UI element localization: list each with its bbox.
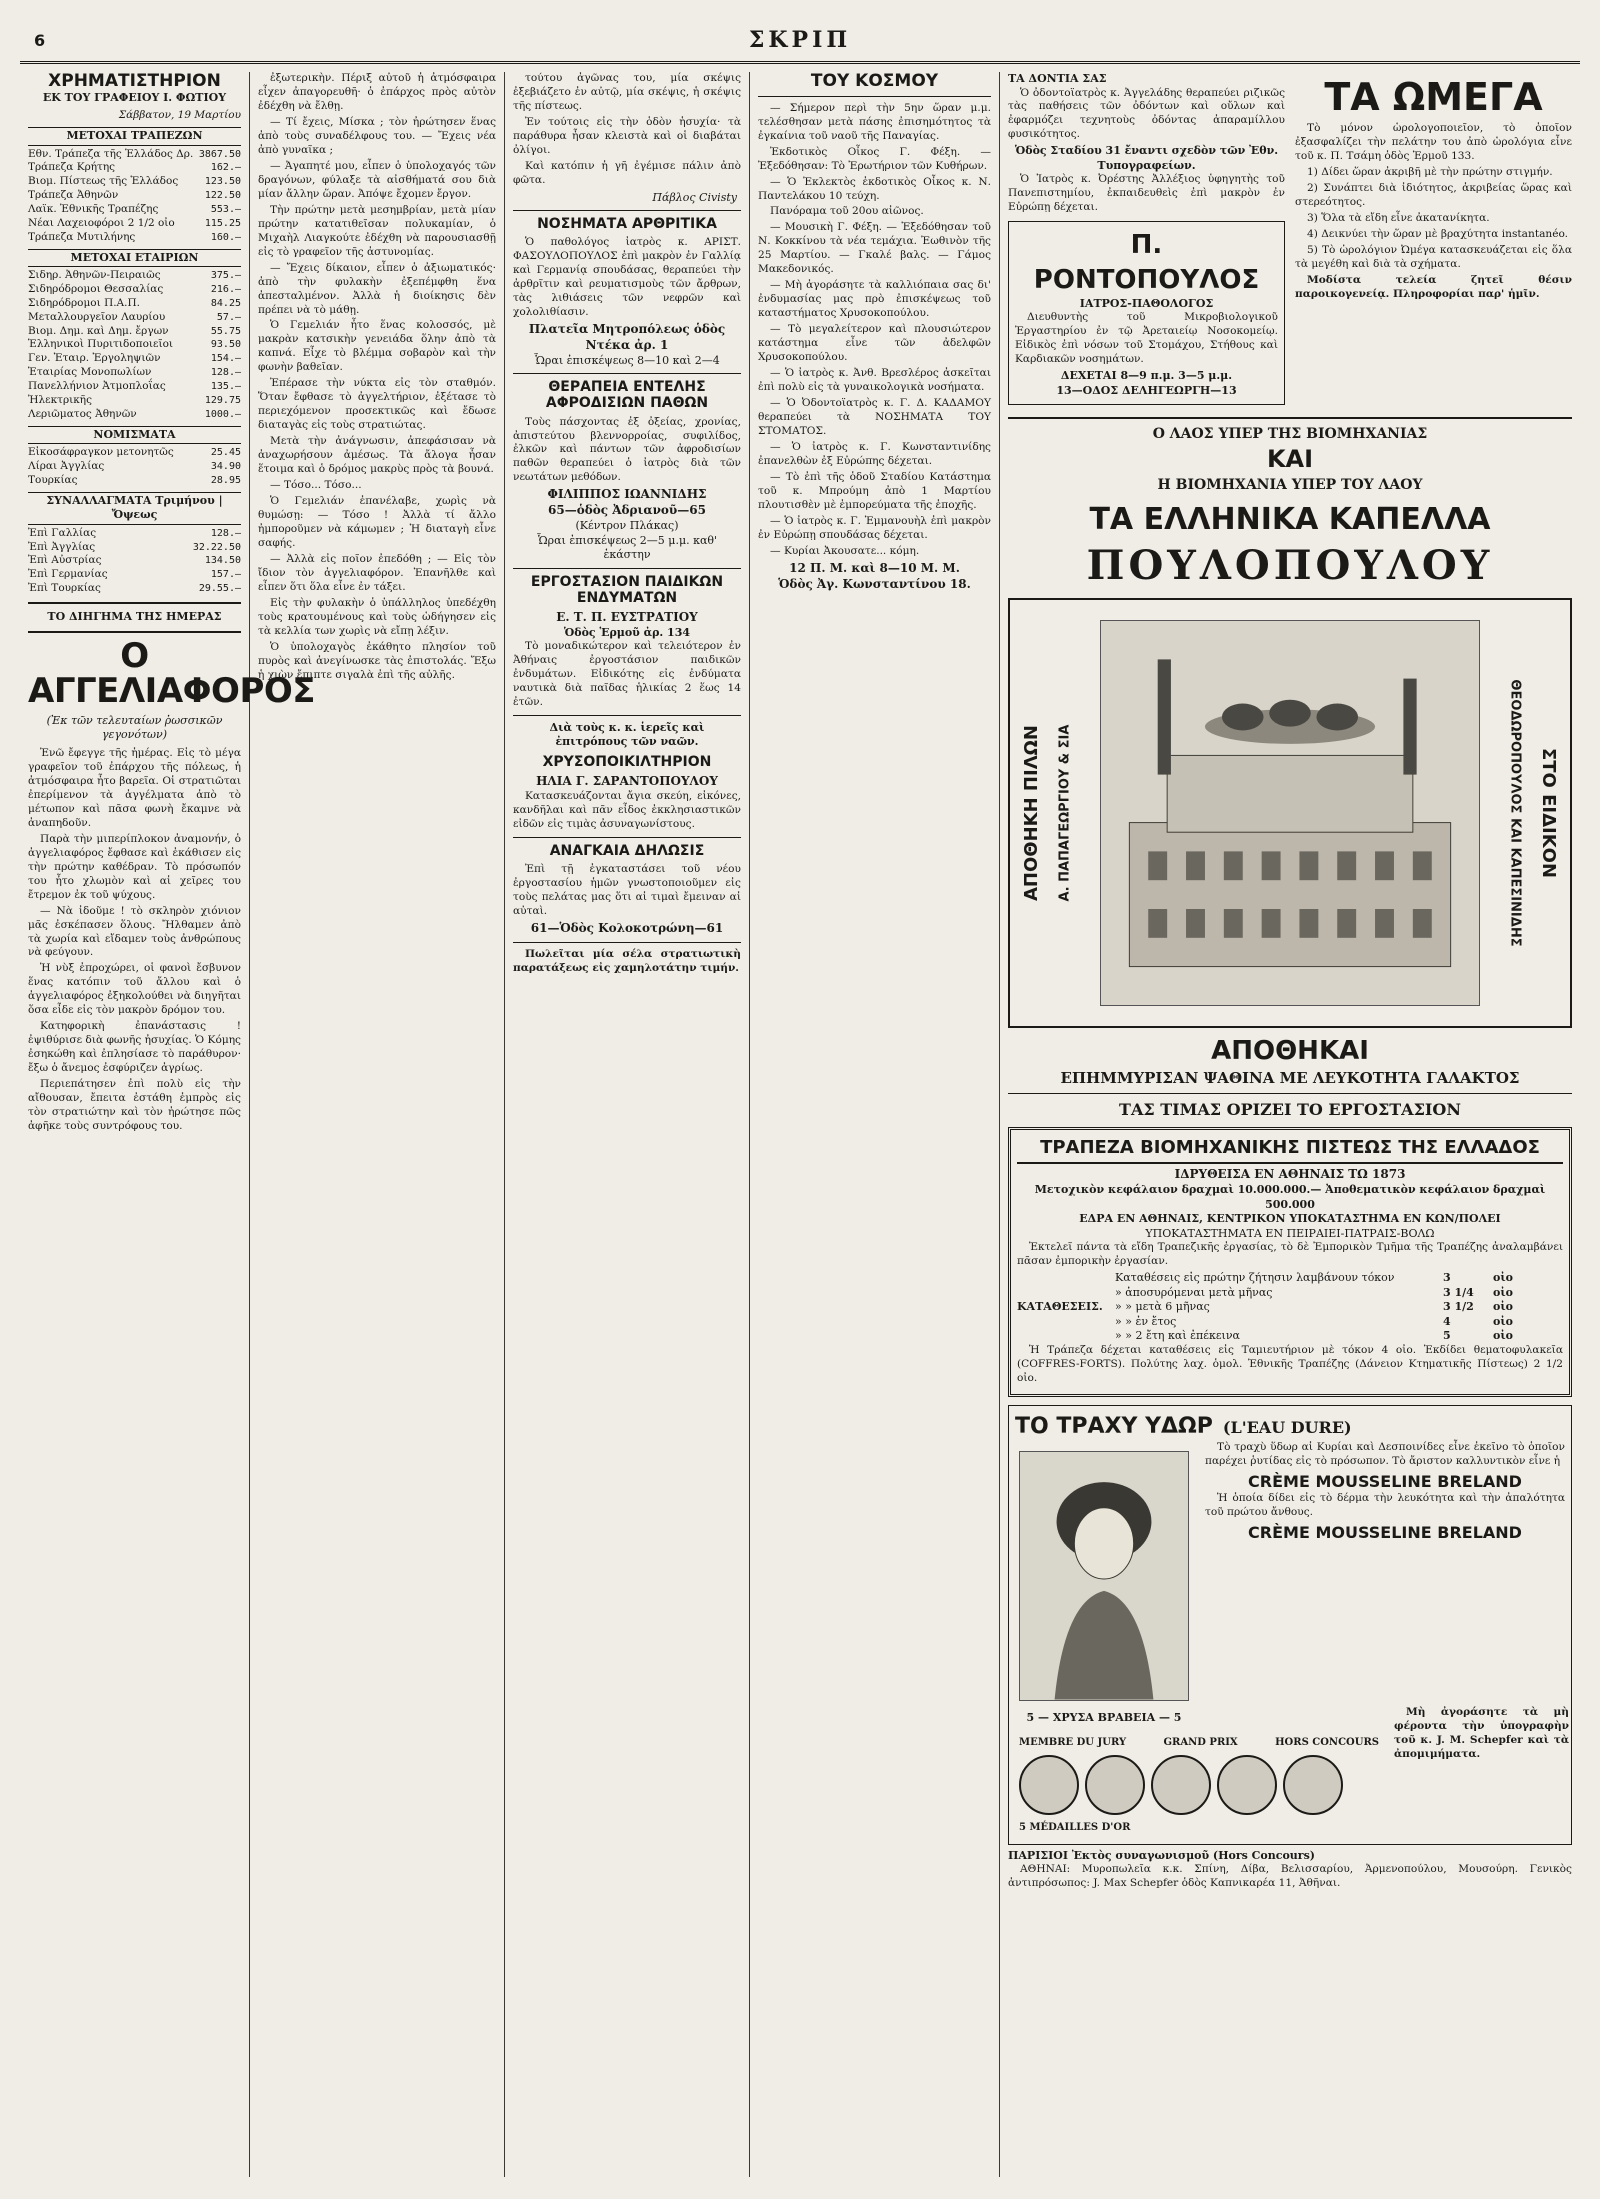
deposits-table — [1115, 1271, 1563, 1344]
people-line: Ο ΛΑΟΣ ΥΠΕΡ ΤΗΣ ΒΙΟΜΗΧΑΝΙΑΣ — [1152, 426, 1428, 443]
column-4 — [750, 72, 1000, 2177]
price-row — [28, 568, 241, 582]
surgeon-body: Ὁ Ἰατρὸς κ. Ὀρέστης Ἀλλέξιος ὑφηγητὴς τοῦ Πανεπιστημίου, ἐκπαιδευθεὶς ἐπὶ μακρὸν ἐν Εὐρώπῃ δέχεται. — [1008, 173, 1285, 214]
price-name: Λεριῶματος Ἀθηνῶν — [28, 407, 137, 420]
price-row — [28, 297, 241, 311]
arthritis-ad-hours: Ὧραι ἐπισκέψεως 8—10 καὶ 2—4 — [534, 353, 720, 367]
omega-body: Τὸ μόνον ὡρολογοποιεῖον, τὸ ὁποῖον ἐξασφαλίζει τὴν πελάτην του ἀπὸ ὡρολόγια εἶνε τοῦ κ. Π. Τσάμη ὁδὸς Ἑρμοῦ 133. — [1295, 122, 1572, 163]
bank-heading: ΤΡΑΠΕΖΑ ΒΙΟΜΗΧΑΝΙΚΗΣ ΠΙΣΤΕΩΣ ΤΗΣ ΕΛΛΑΔΟΣ — [1017, 1136, 1563, 1165]
bank-shares-table — [28, 148, 241, 245]
price-value: 129.75 — [204, 394, 241, 406]
society-item: — Σήμερον περὶ τὴν 5ην ὥραν μ.μ. τελέσθησαν μετὰ πάσης ἐπισημότητος τὰ ἐγκαίνια τοῦ ναοῦ τῆς Παναγίας. — [758, 101, 991, 142]
left-vertical-title: ΑΠΟΘΗΚΗ ΠΙΛΩΝ — [1021, 725, 1043, 902]
price-name: Εἰκοσάφραγκον μετονητῶς — [28, 446, 174, 459]
price-row — [28, 541, 241, 555]
price-value: 3867.50 — [198, 148, 241, 160]
notice-heading: ΑΝΑΓΚΑΙΑ ΔΗΛΩΣΙΣ — [549, 842, 705, 859]
currency-table — [28, 446, 241, 488]
price-name: Ἐπὶ Αὐστρίας — [28, 554, 102, 567]
arthritis-ad-address: Πλατεῖα Μητροπόλεως ὁδὸς Ντέκα ἀρ. 1 — [528, 322, 726, 352]
price-value: 32.22.50 — [192, 541, 241, 553]
price-row — [28, 474, 241, 488]
price-value: 29.55.— — [198, 583, 241, 595]
story-paragraph: Περιεπάτησεν ἐπὶ πολὺ εἰς τὴν αἴθουσαν, ἔπειτα ἐστάθη ἐμπρὸς εἰς τὸν στρατιώτην καὶ τὸν ἠρώτησε πῶς ἀφῆκε τοὺς συντρόφους του. — [28, 1078, 241, 1133]
story-paragraph: — Τί ἔχεις, Μίσκα ; τὸν ἠρώτησεν ἕνας ἀπὸ τοὺς συναδέλφους του. — Ἔχεις νέα ἀπὸ γυναῖκα ; — [258, 115, 496, 156]
childrens-clothing-body: Τὸ μοναδικώτερον καὶ τελειότερον ἐν Ἀθήναις ἐργοστάσιον παιδικῶν ἐνδυμάτων. Εἰδικότης εἰς ἐνδύματα ναυτικὰ διὰ παῖδας ἡλικίας 2 ἕως 14 ἐτῶν. — [513, 640, 741, 708]
price-value: 128.— — [210, 527, 241, 539]
gold-medals: 5 — ΧΡΥΣΑ ΒΡΑΒΕΙΑ — 5 — [1026, 1710, 1182, 1724]
price-value: 25.45 — [210, 447, 241, 459]
deposit-unit: οἰο — [1493, 1271, 1513, 1285]
story-paragraph: Ὁ Γεμελιάν ἦτο ἕνας κολοσσός, μὲ μακρὰν κατσικὴν γενειάδα ὅλην ἀπὸ τὰ καπνά. Εἶχε τὸ βλέμμα σοβαρὸν καὶ τὴν φωνὴν βαθεῖαν. — [258, 319, 496, 374]
story-ending — [513, 72, 741, 188]
deposit-desc: » » 2 ἔτη καὶ ἐπέκεινα — [1115, 1329, 1240, 1343]
price-value: 123.50 — [204, 176, 241, 188]
factory-icon — [1101, 621, 1479, 1005]
story-paragraph: — Τόσο... Τόσο... — [270, 479, 362, 492]
story-paragraph: τούτου ἀγῶνας του, μία σκέψις ἐξεβιάζετο ἐν αὐτῷ, μία σκέψις, ἡ σκέψις τῆς πίστεως. — [513, 72, 741, 112]
price-row — [28, 352, 241, 366]
masthead — [20, 20, 1580, 64]
price-value: 128.— — [210, 367, 241, 379]
price-row — [28, 460, 241, 474]
price-row — [28, 394, 241, 408]
society-item: — Κυρίαι Ἀκουσατε... κόμη. — [770, 544, 920, 557]
price-value: 157.— — [210, 569, 241, 581]
deposits-label: ΚΑΤΑΘΕΣΕΙΣ. — [1017, 1300, 1103, 1314]
price-name: Τουρκίας — [28, 473, 78, 486]
athens-line: ΑΘΗΝΑΙ: Μυροπωλεῖα κ.κ. Σπίνη, Δίβα, Βελισσαρίου, Ἀρμενοπούλου, Μουσούρη. Γενικὸς ἀντιπρόσωπος: J. Max Schepfer ὁδὸς Καπνικαρέα 11, Ἀθῆναι. — [1008, 1863, 1572, 1890]
deposit-row — [1115, 1300, 1563, 1315]
price-value: 55.75 — [210, 325, 241, 337]
prices-line: ΤΑΣ ΤΙΜΑΣ ΟΡΙΖΕΙ ΤΟ ΕΡΓΟΣΤΑΣΙΟΝ — [1119, 1100, 1461, 1120]
medal-icon — [1085, 1755, 1145, 1815]
price-value: 28.95 — [210, 474, 241, 486]
price-name: Τράπεζα Μυτιλήνης — [28, 230, 136, 243]
medal-icon — [1217, 1755, 1277, 1815]
dentist-address: Ὁδὸς Σταδίου 31 ἔναντι σχεδὸν τῶν Ἐθν. Τυπογραφείων. — [1014, 144, 1279, 172]
price-name: Σιδηρόδρομοι Θεσσαλίας — [28, 282, 164, 295]
currency-heading: ΝΟΜΙΣΜΑΤΑ — [28, 426, 241, 445]
exchange-rates-table — [28, 527, 241, 596]
page-number: 6 — [34, 30, 46, 50]
price-name: Νέαι Λαχειοφόροι 2 1/2 οἰο — [28, 216, 175, 229]
price-value: 375.— — [210, 270, 241, 282]
price-row — [28, 366, 241, 380]
deposit-row — [1115, 1329, 1563, 1344]
warehouses-heading: ΑΠΟΘΗΚΑΙ — [1211, 1036, 1369, 1067]
column-3 — [505, 72, 750, 2177]
story-paragraph: Ὁ ὑπολοχαγὸς ἐκάθητο πλησίον τοῦ πυρὸς καὶ ἀνεγίνωσκε τὰς ἐπιστολάς. Ἔξω ἡ χιὼν ἔπιπτε σιγαλὰ ἐπὶ τῆς αὐλῆς. — [258, 640, 496, 681]
price-value: 1000.— — [204, 408, 241, 420]
closing-address: Ὁδὸς Ἀγ. Κωνσταντίνου 18. — [778, 576, 971, 591]
deposit-rate: 3 — [1443, 1271, 1451, 1285]
story-subtitle: (Ἐκ τῶν τελευταίων ῥωσσικῶν γεγονότων) — [46, 713, 223, 742]
price-value: 115.25 — [204, 217, 241, 229]
exchange-title: ΧΡΗΜΑΤΙΣΤΗΡΙΟΝ — [48, 71, 221, 91]
society-item: — Ὁ ἰατρὸς κ. Ἀνθ. Βρεσλέρος ἀσκεῖται ἐπὶ πολὺ εἰς τὰ γυναικολογικὰ νοσήματα. — [758, 367, 991, 394]
aphrodisia-ad-body: Τοὺς πάσχοντας ἐξ ὀξείας, χρονίας, ἀπιστεύτου βλεννορροίας, συφιλίδος, ἐλκῶν καὶ πάντων τῶν ἀφροδισίων παθῶν θεραπεύει ὁ ἰατρὸς διὰ τῶν νεωτάτων μεθόδων. — [513, 415, 741, 484]
grand-prix: GRAND PRIX — [1163, 1736, 1238, 1748]
story-signature: Πάβλος Civisty — [652, 190, 737, 204]
bank-shares-heading: ΜΕΤΟΧΑΙ ΤΡΑΠΕΖΩΝ — [28, 127, 241, 146]
deposit-desc: » » μετὰ 6 μῆνας — [1115, 1300, 1210, 1314]
creme-name-2: CRÈME MOUSSELINE BRELAND — [1248, 1522, 1522, 1542]
deposit-row — [1115, 1315, 1563, 1330]
hats-line: ΤΑ ΕΛΛΗΝΙΚΑ ΚΑΠΕΛΛΑ — [1089, 501, 1491, 537]
price-row — [28, 554, 241, 568]
warehouses-sub: ΕΠΗΜΜΥΡΙΣΑΝ ΨΑΘΙΝΑ ΜΕ ΛΕΥΚΟΤΗΤΑ ΓΑΛΑΚΤΟΣ — [1060, 1068, 1520, 1087]
price-name: Λαϊκ. Ἐθνικῆς Τραπέζης — [28, 203, 159, 216]
price-row — [28, 175, 241, 189]
right-vertical-sub: ΘΕΟΔΩΡΟΠΟΥΛΟΣ ΚΑΙ ΚΑΠΕΣΙΝΙΔΗΣ — [1507, 679, 1523, 947]
society-item: — Τὸ μεγαλείτερον καὶ πλουσιώτερον κατάστημα εἶνε τῶν ἀδελφῶν Χρυσοκοπούλου. — [758, 323, 991, 364]
exchange-rates-heading: ΣΥΝΑΛΛΑΓΜΑΤΑ Τριμήνου | Ὄψεως — [28, 492, 241, 525]
aphrodisia-ad-heading: ΘΕΡΑΠΕΙΑ ΕΝΤΕΛΗΣ ΑΦΡΟΔΙΣΙΩΝ ΠΑΘΩΝ — [545, 379, 709, 412]
saddle-ad: Πωλεῖται μία σέλα στρατιωτικὴ παρατάξεως εἰς χαμηλοτάτην τιμήν. — [513, 947, 741, 974]
medal-icon — [1283, 1755, 1343, 1815]
omega-point: 4) Δεικνύει τὴν ὥραν μὲ βραχύτητα instantanéo. — [1307, 227, 1569, 240]
society-item: — Ὁ ἰατρὸς κ. Γ. Ἐμμανουὴλ ἐπὶ μακρὸν ἐν Εὐρώπῃ σπουδάσας δέχεται. — [758, 514, 991, 541]
goldsmith-owner: ΗΛΙΑ Γ. ΣΑΡΑΝΤΟΠΟΥΛΟΥ — [536, 774, 718, 789]
price-row — [28, 446, 241, 460]
eau-heading: ΤΟ ΤΡΑΧΥ ΥΔΩΡ — [1015, 1413, 1213, 1439]
clergy-line: Διὰ τοὺς κ. κ. ἱερεῖς καὶ ἐπιτρόπους τῶν ναῶν. — [549, 720, 705, 749]
society-item: — Μουσικὴ Γ. Φέξη. — Ἐξεδόθησαν τοῦ Ν. Κοκκίνου τὰ νέα τεμάχια. Ἐωθινὸν τῆς 25 Μαρτίου. — Γκαλέ βαλς. — Γάμος Μακεδονικός. — [758, 221, 991, 276]
price-value: 154.— — [210, 353, 241, 365]
portrait-icon — [1020, 1452, 1188, 1700]
price-value: 216.— — [210, 283, 241, 295]
price-row — [28, 338, 241, 352]
story-paragraph: Ἐνῶ ἔφεγγε τῆς ἡμέρας. Εἰς τὸ μέγα γραφεῖον τοῦ ἐπάρχου τῆς πόλεως, ἡ ἀτμόσφαιρα ἦτο βαρεῖα. Οἱ στρατιῶται ἐπερίμενον τὰ ἀγγέλματα ἀπὸ τὸ μέτωπον καὶ πᾶσα φωνὴ ἔκαμνε νὰ ἀναπηδοῦν. — [28, 746, 241, 829]
story-paragraph: ἐξωτερικὴν. Πέριξ αὐτοῦ ἡ ἀτμόσφαιρα εἶχεν ἀπαγορευθῆ· ὁ ἐπάρχος πρὸς αὐτὸν ἐδέχθη νὰ ἔλθῃ. — [258, 72, 496, 112]
omega-point: 5) Τὸ ὡρολόγιον Ὠμέγα κατασκευάζεται εἰς ὅλα τὰ μεγέθη καὶ διὰ τὰ σχήματα. — [1295, 243, 1572, 270]
bank-intro: Ἐκτελεῖ πάντα τὰ εἴδη Τραπεζικῆς ἐργασίας, τὸ δὲ Ἐμπορικὸν Τμῆμα τῆς Τραπέζης ἀναλαμβάνει πᾶσαν ἐμπορικὴν ἐργασίαν. — [1017, 1241, 1563, 1268]
society-item: Πανόραμα τοῦ 20ου αἰῶνος. — [770, 205, 924, 218]
goldsmith-heading: ΧΡΥΣΟΠΟΙΚΙΛΤΗΡΙΟΝ — [542, 753, 712, 770]
exchange-subtitle: ΕΚ ΤΟΥ ΓΡΑΦΕΙΟΥ Ι. ΦΩΤΙΟΥ — [42, 90, 227, 104]
price-row — [28, 325, 241, 339]
price-name: Ἐπὶ Ἀγγλίας — [28, 540, 96, 553]
society-item: — Μὴ ἀγοράσητε τὰ καλλιόπαια σας δι' ἐνδυμασίας μας πρὸ ἐπισκέψεως τοῦ καταστήματος Χρυσοκοπούλου. — [758, 279, 991, 320]
story-title: Ο ΑΓΓΕΛΙΑΦΟΡΟΣ — [28, 635, 316, 712]
price-value: 135.— — [210, 380, 241, 392]
story-paragraph: — Ἀγαπητέ μου, εἶπεν ὁ ὑπολοχαγός τῶν δραγόνων, φύλαξε τὰ αἰσθήματά σου διὰ μίαν ἄλλην ὥραν. Ἀπόψε ἔχομεν ἔργον. — [258, 159, 496, 200]
society-item: — Ὁ Ὀδοντοϊατρὸς κ. Γ. Δ. ΚΑΔΑΜΟΥ θεραπεύει τὰ ΝΟΣΗΜΑΤΑ ΤΟΥ ΣΤΟΜΑΤΟΣ. — [758, 397, 991, 437]
medal-caption: 5 MÉDAILLES D'OR — [1019, 1821, 1131, 1833]
factory-drawing — [1100, 620, 1480, 1006]
price-row — [28, 269, 241, 283]
deposit-row — [1115, 1286, 1563, 1301]
hat-factory-illustration — [1008, 598, 1572, 1028]
newspaper-page — [20, 20, 1580, 2180]
price-row — [28, 231, 241, 245]
doctor-body: Διευθυντὴς τοῦ Μικροβιολογικοῦ Ἐργαστηρίου ἐν τῷ Ἀρεταιείῳ Νοσοκομείῳ. Εἰδικὸς ἐπὶ νόσων τοῦ Στομάχου, Στήθους καὶ Καρδιακῶν νοσημάτων. — [1015, 311, 1278, 366]
industry-line: Η ΒΙΟΜΗΧΑΝΙΑ ΥΠΕΡ ΤΟΥ ΛΑΟΥ — [1157, 476, 1423, 493]
story-paragraph: — Ἔχεις δίκαιον, εἶπεν ὁ ἀξιωματικός· ἀπὸ τὴν φυλακὴν ἐξεπέμφθη ἕνα ἀπεσταλμένον. Ἀλλὰ ἡ διοίκησις δὲν πρέπει νὰ τὸ μάθῃ. — [258, 261, 496, 316]
price-value: 160.— — [210, 231, 241, 243]
price-name: Ἐπὶ Τουρκίας — [28, 582, 101, 595]
price-row — [28, 311, 241, 325]
warning-text: Μὴ ἀγοράσητε τὰ μὴ φέροντα τὴν ὑπογραφὴν τοῦ κ. J. M. Schepfer καὶ τὰ ἀπομιμήματα. — [1394, 1705, 1569, 1760]
price-name: Βιομ. Πίστεως τῆς Ἑλλάδος — [28, 175, 179, 188]
society-item: — Ὁ Ἐκλεκτὸς ἐκδοτικὸς Οἶκος κ. Ν. Παντελάκου 10 τεύχη. — [758, 175, 991, 202]
doctor-address: 13—ΟΔΟΣ ΔΕΛΗΓΕΩΡΓΗ—13 — [1056, 383, 1237, 397]
notice-address: 61—Ὁδὸς Κολοκοτρώνη—61 — [530, 920, 724, 935]
seamstress-ad: Μοδίστα τελεία ζητεῖ θέσιν παροικογενείᾳ. Πληροφορίαι παρ' ἡμῖν. — [1295, 273, 1572, 300]
right-vertical-title: ΣΤΟ ΕΙΔΙΚΟΝ — [1537, 748, 1559, 879]
price-value: 93.50 — [210, 339, 241, 351]
dentist-heading: ΤΑ ΔΟΝΤΙΑ ΣΑΣ — [1008, 72, 1107, 85]
price-row — [28, 408, 241, 422]
company-shares-table — [28, 269, 241, 421]
deposit-rate: 3 1/2 — [1443, 1300, 1474, 1314]
price-row — [28, 283, 241, 297]
price-name: Τράπεζα Κρήτης — [28, 161, 116, 174]
price-name: Ἑταιρίας Μονοπωλίων — [28, 366, 152, 379]
price-name: Μεταλλουργεῖον Λαυρίου — [28, 310, 166, 323]
story-section-label: ΤΟ ΔΙΗΓΗΜΑ ΤΗΣ ΗΜΕΡΑΣ — [47, 609, 222, 623]
childrens-clothing-heading: ΕΡΓΟΣΤΑΣΙΟΝ ΠΑΙΔΙΚΩΝ ΕΝΔΥΜΑΤΩΝ — [530, 573, 724, 606]
deposit-unit: οἰο — [1493, 1329, 1513, 1343]
society-item: — Ὁ ἰατρὸς κ. Γ. Κωνσταντινίδης ἐπανελθὼν ἐξ Εὐρώπης δέχεται. — [758, 440, 991, 467]
notice-body: Ἐπὶ τῇ ἐγκαταστάσει τοῦ νέου ἐργοστασίου ἡμῶν γνωστοποιοῦμεν εἰς τοὺς πελάτας μας ὅτι αἱ τιμαὶ ἔμειναν αἱ αὐταὶ. — [513, 862, 741, 917]
deposit-unit: οἰο — [1493, 1285, 1513, 1299]
doctor-title: ΙΑΤΡΟΣ-ΠΑΘΟΛΟΓΟΣ — [1079, 296, 1214, 310]
deposit-rate: 5 — [1443, 1329, 1451, 1343]
column-2 — [250, 72, 505, 2177]
cream-ad — [1008, 1405, 1572, 1845]
hats-brand: ΠΟΥΛΟΠΟΥΛΟΥ — [1086, 541, 1494, 589]
price-name: Ἐπὶ Γερμανίας — [28, 568, 108, 581]
story-body — [28, 747, 241, 1134]
society-item: Ἐκδοτικὸς Οἶκος Γ. Φέξη. — Ἐξεδόθησαν: Τὸ Ἐρωτήριον τῶν Κυθήρων. — [758, 145, 991, 172]
price-row — [28, 217, 241, 231]
goldsmith-body: Κατασκευάζονται ἄγια σκεύη, εἰκόνες, κανδῆλαι καὶ πᾶν εἶδος ἐκκλησιαστικῶν εἰδῶν εἰς τιμὰς ἀσυναγωνίστους. — [513, 789, 741, 830]
deposit-rate: 4 — [1443, 1314, 1451, 1328]
exchange-date: Σάββατον, 19 Μαρτίου — [118, 109, 241, 122]
bank-capital: Μετοχικὸν κεφάλαιον δραχμαὶ 10.000.000.— Ἀποθεματικὸν κεφάλαιον δραχμαὶ 500.000 — [1034, 1183, 1546, 1211]
omega-point: 2) Συνάπτει διὰ ἰδιότητος, ἀκριβείας ὥρας καὶ στερεότητος. — [1295, 182, 1572, 208]
doctor-name: Π. ΡΟΝΤΟΠΟΥΛΟΣ — [1033, 230, 1260, 295]
price-value: 84.25 — [210, 297, 241, 309]
story-paragraph: Ἐν τούτοις εἰς τὴν ὁδὸν ἡσυχία· τὰ παράθυρα ἦσαν κλειστὰ καὶ οἱ διαβάται ὀλίγοι. — [513, 115, 741, 156]
price-name: Σιδηρ. Ἀθηνῶν-Πειραιῶς — [28, 269, 161, 282]
deposit-unit: οἰο — [1493, 1314, 1513, 1328]
member-jury: MEMBRE DU JURY — [1019, 1736, 1127, 1748]
bank-branches: ΥΠΟΚΑΤΑΣΤΗΜΑΤΑ ΕΝ ΠΕΙΡΑΙΕΙ-ΠΑΤΡΑΙΣ-ΒΟΛΩ — [1145, 1226, 1435, 1240]
price-name: Σιδηρόδρομοι Π.Α.Π. — [28, 296, 140, 309]
price-row — [28, 148, 241, 162]
dentist-body: Ὁ ὀδοντοϊατρὸς κ. Ἀγγελάδης θεραπεύει ριζικῶς τὰς παθήσεις τῶν ὀδόντων καὶ οὔλων καὶ ἐφαρμόζει τεχνητοὺς ὀδόντας ἀπαραμίλλου φυσικότητος. — [1008, 86, 1285, 141]
left-vertical-sub: Α. ΠΑΠΑΓΕΩΡΓΙΟΥ & ΣΙΑ — [1057, 724, 1073, 902]
society-section-heading: ΤΟΥ ΚΟΣΜΟΥ — [810, 71, 939, 91]
story-paragraph: Μετὰ τὴν ἀνάγνωσιν, ἀπεφάσισαν νὰ ἀναχωρήσουν ἀμέσως. Τὰ ἄλογα ἦσαν ἕτοιμα καὶ ὁ δρόμος μακρὺς πρὸς τὰ βουνά. — [258, 435, 496, 476]
aphrodisia-address-note: (Κέντρον Πλάκας) — [575, 519, 679, 533]
price-row — [28, 161, 241, 175]
childrens-clothing-owner: Ε. Τ. Π. ΕΥΣΤΡΑΤΙΟΥ — [556, 609, 698, 624]
price-name: Γεν. Ἑταιρ. Ἐργοληψιῶν — [28, 352, 161, 365]
newspaper-title: ΣΚΡΙΠ — [748, 26, 852, 53]
deposit-rate: 3 1/4 — [1443, 1285, 1474, 1299]
story-paragraph: — Νὰ ἰδοῦμε ! τὸ σκληρὸν χιόνιον μᾶς ἐσκέπασεν ὅλους. Ἤλθαμεν ἀπὸ τὰ χωρία καὶ εἴδαμεν τοὺς ἀνθρώπους νὰ φεύγουν. — [28, 904, 241, 959]
aphrodisia-doctor: ΦΙΛΙΠΠΟΣ ΙΩΑΝΝΙΔΗΣ — [547, 487, 707, 502]
price-value: 57.— — [216, 311, 241, 323]
doctor-hours: ΔΕΧΕΤΑΙ 8—9 π.μ. 3—5 μ.μ. — [1060, 369, 1233, 383]
bank-tail: Ἡ Τράπεζα δέχεται καταθέσεις εἰς Ταμιευτήριον μὲ τόκον 4 οἰο. Ἐκδίδει θεματοφυλακεῖα (COFFRES-FORTS). Πολύτης λαχ. ὁμολ. Ἐθνικῆς Τραπέζης (Δάνειον Κτηματικῆς Πίστεως) 2 1/2 οἰο. — [1017, 1343, 1563, 1384]
story-paragraph: Εἰς τὴν φυλακὴν ὁ ὑπάλληλος ὑπεδέχθη τοὺς κρατουμένους καὶ τοὺς ὡδήγησεν εἰς τὰ κελλία των χωρὶς νὰ εἴπῃ λέξιν. — [258, 596, 496, 637]
arthritis-ad-body: Ὁ παθολόγος ἰατρὸς κ. ΑΡΙΣΤ. ΦΑΣΟΥΛΟΠΟΥΛΟΣ ἐπὶ μακρὸν ἐν Γαλλίᾳ καὶ Γερμανίᾳ σπουδάσας, θεραπεύει τὴν ἀρθρῖτιν καὶ ρευματισμοὺς τῶν ἄρθρων, τὰς λιθιάσεις τῶν νεφρῶν καὶ χολολιθίασιν. — [513, 236, 741, 319]
price-row — [28, 527, 241, 541]
price-name: Ἐπὶ Γαλλίας — [28, 526, 97, 539]
story-paragraph: Ἡ νὺξ ἐπροχώρει, οἱ φανοὶ ἔσβυνον ἕνας κατόπιν τοῦ ἄλλου καὶ ὁ ἀγγελιαφόρος ἐξηκολούθει νὰ διηγῆται ὅσα εἶδε εἰς τὸν μακρὸν δρόμον του. — [28, 962, 241, 1017]
bank-ad — [1008, 1127, 1572, 1397]
price-name: Εθν. Τράπεζα τῆς Ἑλλάδος Δρ. — [28, 147, 194, 160]
arthritis-ad-heading: ΝΟΣΗΜΑΤΑ ΑΡΘΡΙΤΙΚΑ — [537, 216, 717, 233]
price-value: 122.50 — [204, 190, 241, 202]
creme-body: Ἡ ὁποία δίδει εἰς τὸ δέρμα τὴν λευκότητα καὶ τὴν ἀπαλότητα τοῦ πρώτου ἄνθους. — [1205, 1491, 1565, 1518]
price-value: 162.— — [210, 162, 241, 174]
eau-body: Τὸ τραχὺ ὕδωρ αἱ Κυρίαι καὶ Δεσποινίδες εἶνε ἐκεῖνο τὸ ὁποῖον παρέχει ῥυτίδας εἰς τὸ πρόσωπον. Τὸ ἄριστον καλλυντικὸν εἶνε ἡ — [1205, 1440, 1565, 1467]
eau-french: (L'EAU DURE) — [1222, 1417, 1352, 1437]
and-line: ΚΑΙ — [1266, 444, 1314, 473]
price-row — [28, 203, 241, 217]
bank-founded: ΙΔΡΥΘΕΙΣΑ ΕΝ ΑΘΗΝΑΙΣ ΤΩ 1873 — [1174, 1167, 1406, 1182]
deposit-desc: » » ἐν ἔτος — [1115, 1314, 1177, 1328]
price-name: Λίραι Ἀγγλίας — [28, 459, 105, 472]
store-hours: 12 Π. Μ. καὶ 8—10 Μ. Μ. — [789, 560, 960, 575]
price-name: Ἠλεκτρικῆς — [28, 393, 92, 406]
medal-icon — [1019, 1755, 1079, 1815]
price-row — [28, 380, 241, 394]
story-paragraph: Τὴν πρώτην μετὰ μεσημβρίαν, μετὰ μίαν πρώτην κατατιθεῖσαν πολυκαμίαν, ὁ Μιχαὴλ Λιαγκούτε ἐδέχθη νὰ παρουσιασθῇ εἰς τὸ γραφεῖον τῆς ἀστυνομίας. — [258, 203, 496, 258]
story-paragraph: Ἐπέρασε τὴν νύκτα εἰς τὸν σταθμόν. Ὅταν ἔφθασε τὸ ἀγγελτήριον, ἐξέτασε τὸ περιεχόμενον προσεκτικῶς καὶ ἔδωσε διαταγὰς εἰς τοὺς στρατιώτας. — [258, 377, 496, 432]
story-paragraph: Παρὰ τὴν μιπερίπλοκον ἀναμονήν, ὁ ἀγγελιαφόρος ἔφθασε καὶ ἐκάθισεν εἰς τὴν πρώτην καθέδραν. Τὸ πρόσωπόν του ἦτο χλωμὸν καὶ αἱ χεῖρες του ἔτρεμον ἐκ τοῦ ψύχους. — [28, 832, 241, 901]
deposit-unit: οἰο — [1493, 1300, 1513, 1314]
hors-concours: HORS CONCOURS — [1275, 1736, 1379, 1748]
company-shares-heading: ΜΕΤΟΧΑΙ ΕΤΑΙΡΙΩΝ — [28, 249, 241, 268]
deposit-row — [1115, 1271, 1563, 1286]
childrens-clothing-address: Ὁδὸς Ἑρμοῦ ἀρ. 134 — [563, 625, 691, 639]
bank-seat: ΕΔΡΑ ΕΝ ΑΘΗΝΑΙΣ, ΚΕΝΤΡΙΚΟΝ ΥΠΟΚΑΤΑΣΤΗΜΑ ΕΝ ΚΩΝ/ΠΟΛΕΙ — [1079, 1212, 1501, 1226]
society-item: — Τὸ ἐπὶ τῆς ὁδοῦ Σταδίου Κατάστημα τοῦ κ. Μπρούμη ἀπὸ 1 Μαρτίου πλουτισθὲν μὲ ἐμπορεύματα τῆς ἐποχῆς. — [758, 470, 991, 511]
price-name: Πανελλήνιον Ἀτμοπλοΐας — [28, 379, 166, 392]
price-name: Ἑλληνικοὶ Πυριτιδοποιεῖοι — [28, 338, 174, 351]
society-items — [758, 102, 991, 559]
price-name: Βιομ. Δημ. καὶ Δημ. ἔργων — [28, 324, 169, 337]
aphrodisia-address: 65—ὁδὸς Ἀδριανοῦ—65 — [548, 503, 706, 518]
aphrodisia-hours: Ὧραι ἐπισκέψεως 2—5 μ.μ. καθ' ἑκάστην — [536, 533, 718, 562]
price-row — [28, 582, 241, 596]
medal-icon — [1151, 1755, 1211, 1815]
story-continuation — [258, 72, 496, 683]
omega-point: 1) Δίδει ὥραν ἀκριβῆ μὲ τὴν πρώτην στιγμήν. — [1307, 166, 1553, 179]
price-value: 553.— — [210, 204, 241, 216]
omega-point: 3) Ὅλα τὰ εἴδη εἶνε ἀκατανίκητα. — [1307, 211, 1490, 224]
creme-name-1: CRÈME MOUSSELINE BRELAND — [1248, 1471, 1522, 1491]
story-paragraph: Κατηφορικὴ ἐπανάστασις ! ἐψιθύρισε διὰ φωνῆς ἠσυχίας. Ὁ Κόμης ἐσηκώθη καὶ ἐπλησίασε τὸ παράθυρον· ἔξω ὁ ἄνεμος ἐσφύριζεν ἀγρίως. — [28, 1020, 241, 1075]
story-paragraph: — Ἀλλὰ εἰς ποῖον ἐπεδόθη ; — Εἰς τὸν ἴδιον τὸν ἀγγελιαφόρον. Ἐπανῆλθε καὶ εἶπεν ὅτι ὅλα εἶνε ἐν τάξει. — [258, 552, 496, 593]
column-5 — [1000, 72, 1580, 2177]
story-paragraph: Καὶ κατόπιν ἡ γῆ ἐγέμισε πάλιν ἀπὸ φῶτα. — [513, 159, 741, 186]
paris-line: ΠΑΡΙΣΙΟΙ Ἐκτὸς συναγωνισμοῦ (Hors Concours) — [1008, 1848, 1315, 1862]
price-value: 134.50 — [204, 555, 241, 567]
deposit-desc: » ἀποσυρόμεναι μετὰ μῆνας — [1115, 1285, 1273, 1299]
price-name: Τράπεζα Ἀθηνῶν — [28, 189, 119, 202]
story-paragraph: Ὁ Γεμελιάν ἐπανέλαβε, χωρὶς νὰ θυμώσῃ: — Τόσο ! Ἀλλὰ τί ἄλλο ἠμποροῦμεν νὰ κάμωμεν ; Ἡ διαταγὴ εἶνε σαφής. — [258, 495, 496, 549]
price-row — [28, 189, 241, 203]
woman-portrait — [1019, 1451, 1189, 1701]
price-value: 34.90 — [210, 460, 241, 472]
deposit-desc: Καταθέσεις εἰς πρώτην ζήτησιν λαμβάνουν τόκον — [1115, 1271, 1395, 1285]
omega-heading: ΤΑ ΩΜΕΓΑ — [1324, 75, 1543, 119]
omega-points — [1295, 166, 1572, 272]
